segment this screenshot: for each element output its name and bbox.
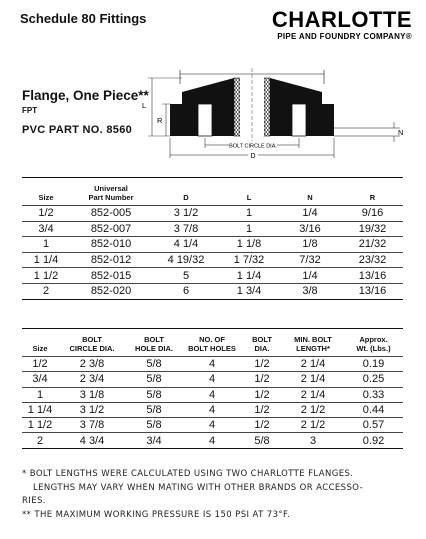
table-cell: 0.92 <box>362 434 385 447</box>
table-row <box>22 206 403 222</box>
table-row <box>22 237 403 253</box>
table-cell: 1 1/8 <box>236 238 262 251</box>
table-cell: 1/2 <box>254 373 270 386</box>
table-cell: 2 3/8 <box>79 358 105 371</box>
column-header <box>242 329 282 357</box>
table-cell: 1/2 <box>254 358 270 371</box>
column-header-line <box>342 184 403 193</box>
column-header <box>152 178 220 206</box>
bolt-table <box>22 328 403 449</box>
column-header-line: Part Number <box>88 193 134 202</box>
table-cell: 1 1/4 <box>33 254 59 267</box>
dim-r-label: R <box>157 116 163 125</box>
table-cell: 852-012 <box>90 254 132 267</box>
table-cell: 4 <box>208 388 216 401</box>
table-cell: 1/2 <box>38 207 54 220</box>
table-cell: 4 <box>208 419 216 432</box>
column-header-line: LENGTH* <box>296 344 330 353</box>
table-cell: 5/8 <box>146 388 162 401</box>
table-cell: 1 7/32 <box>233 254 265 267</box>
table-cell: 1/8 <box>302 238 318 251</box>
table-cell: 1 <box>42 238 50 251</box>
column-header-line: Size <box>32 344 48 353</box>
table-cell: 9/16 <box>361 207 384 220</box>
table-cell: 0.33 <box>362 388 385 401</box>
table-cell: 13/16 <box>358 269 387 282</box>
column-header-line: N <box>307 193 313 202</box>
column-header <box>182 329 242 357</box>
column-header-line: Wt. (Lbs.) <box>356 344 391 353</box>
table-cell: 1/2 <box>254 388 270 401</box>
section-title: Schedule 80 Fittings <box>20 11 147 26</box>
footnote-bolt-length-end: RIES. <box>22 496 46 506</box>
table-cell: 23/32 <box>358 254 387 267</box>
table-cell: 4 <box>208 358 216 371</box>
table-cell: 0.44 <box>362 404 385 417</box>
column-header-line: L <box>246 193 252 202</box>
column-header <box>22 178 70 206</box>
table-cell: 1 3/4 <box>236 285 262 298</box>
table-cell: 1 1/2 <box>33 269 59 282</box>
brand-logo <box>252 8 412 41</box>
header-row <box>22 329 403 357</box>
column-header-line <box>22 335 58 344</box>
table-cell: 5 <box>182 269 190 282</box>
column-header <box>70 178 152 206</box>
column-header <box>126 329 182 357</box>
table-cell: 4 19/32 <box>167 254 205 267</box>
table-cell: 1/2 <box>254 419 270 432</box>
brand-subtitle: PIPE AND FOUNDRY COMPANY® <box>277 32 412 41</box>
column-header-line: R <box>369 193 376 202</box>
table-cell: 2 1/2 <box>300 419 326 432</box>
column-header <box>344 329 403 357</box>
flange-drawing <box>138 66 410 160</box>
table-cell: 852-010 <box>90 238 132 251</box>
table-cell: 3/8 <box>302 285 318 298</box>
column-header-line: HOLE DIA. <box>135 344 173 353</box>
dimensions-table <box>22 177 403 300</box>
table-cell: 4 <box>208 404 216 417</box>
table-cell: 1 1/4 <box>236 269 262 282</box>
table-cell: 4 1/4 <box>173 238 199 251</box>
table-cell: 1/2 <box>254 404 270 417</box>
column-header-line: Size <box>38 193 54 202</box>
column-header-line: CIRCLE DIA. <box>69 344 115 353</box>
table-cell: 3 1/8 <box>79 388 105 401</box>
column-header-line <box>22 184 70 193</box>
column-header-line: DIA. <box>254 344 270 353</box>
table-cell: 1/2 <box>32 358 48 371</box>
table-cell: 1 <box>245 222 253 235</box>
table-cell: 1 <box>36 388 44 401</box>
column-header-line: BOLT <box>144 335 164 344</box>
footnote-bolt-length-cont: LENGTHS MAY VARY WHEN MATING WITH OTHER BRANDS OR ACCESSO- <box>33 482 364 493</box>
column-header <box>22 329 58 357</box>
table-cell: 1 1/2 <box>27 419 53 432</box>
table-cell: 2 1/4 <box>300 358 326 371</box>
column-header <box>220 178 278 206</box>
table-cell: 3 1/2 <box>79 404 105 417</box>
table-cell: 5/8 <box>146 358 162 371</box>
dim-n-label: N <box>398 128 404 137</box>
table-cell: 13/16 <box>358 285 387 298</box>
bolt-circle-label: BOLT CIRCLE DIA. <box>229 143 277 150</box>
table-cell: 5/8 <box>146 404 162 417</box>
table-cell: 3/16 <box>299 222 321 235</box>
table-cell: 1 1/4 <box>27 404 53 417</box>
table-row <box>22 357 403 372</box>
column-header-line: D <box>183 193 189 202</box>
footnote-bolt-length: * BOLT LENGTHS WERE CALCULATED USING TWO CHARLOTTE FLANGES. <box>22 469 354 479</box>
part-number: PVC PART NO. 8560 <box>22 124 133 136</box>
table-cell: 852-007 <box>90 222 132 235</box>
table-cell: 0.25 <box>362 373 385 386</box>
table-cell: 2 1/2 <box>300 404 326 417</box>
column-header <box>342 178 403 206</box>
table-cell: 3 7/8 <box>79 419 105 432</box>
table-cell: 2 1/4 <box>300 388 326 401</box>
product-title: Flange, One Piece** <box>22 88 149 103</box>
table-cell: 2 <box>36 434 44 447</box>
table-row <box>22 268 403 284</box>
table-row <box>22 372 403 387</box>
dim-d-label: D <box>250 153 256 160</box>
table-cell: 4 <box>208 434 216 447</box>
table-cell: 3 <box>309 434 317 447</box>
table-cell: 1/4 <box>302 269 318 282</box>
table-cell: 852-005 <box>90 207 132 220</box>
table-cell: 3 1/2 <box>173 207 199 220</box>
column-header-line <box>152 184 220 193</box>
dim-l-label: L <box>142 101 147 110</box>
table-cell: 852-015 <box>90 269 132 282</box>
column-header-line: BOLT <box>82 335 102 344</box>
column-header-line: NO. OF <box>199 335 225 344</box>
column-header-line <box>278 184 342 193</box>
table-cell: 2 1/4 <box>300 373 326 386</box>
column-header-line <box>220 184 278 193</box>
table-cell: 7/32 <box>299 254 321 267</box>
table-cell: 5/8 <box>254 434 270 447</box>
footnote-pressure: ** THE MAXIMUM WORKING PRESSURE IS 150 PSI AT 73°F. <box>22 509 291 520</box>
table-cell: 4 <box>208 373 216 386</box>
header-row <box>22 178 403 206</box>
table-row <box>22 283 403 299</box>
column-header <box>58 329 126 357</box>
column-header <box>278 178 342 206</box>
column-header-line: BOLT HOLES <box>188 344 236 353</box>
table-cell: 0.57 <box>362 419 385 432</box>
column-header-line: Universal <box>94 184 128 193</box>
table-cell: 6 <box>182 285 190 298</box>
table-cell: 2 3/4 <box>79 373 105 386</box>
table-cell: 5/8 <box>146 373 162 386</box>
table-cell: 1/4 <box>302 207 318 220</box>
column-header-line: BOLT <box>252 335 272 344</box>
table-cell: 1 <box>245 207 253 220</box>
table-row <box>22 433 403 448</box>
table-cell: 0.19 <box>362 358 385 371</box>
column-header-line: MIN. BOLT <box>294 335 332 344</box>
table-cell: 3/4 <box>146 434 162 447</box>
table-cell: 2 <box>42 285 50 298</box>
table-cell: 852-020 <box>90 285 132 298</box>
brand-name: CHARLOTTE <box>271 7 412 32</box>
table-cell: 5/8 <box>146 419 162 432</box>
table-cell: 19/32 <box>358 222 387 235</box>
table-cell: 21/32 <box>358 238 387 251</box>
table-row <box>22 418 403 433</box>
table-row <box>22 252 403 268</box>
column-header-line: Approx. <box>359 335 388 344</box>
table-cell: 3/4 <box>38 222 54 235</box>
table-cell: 4 3/4 <box>79 434 105 447</box>
table-cell: 3/4 <box>32 373 48 386</box>
column-header <box>282 329 344 357</box>
table-row <box>22 221 403 237</box>
table-row <box>22 387 403 402</box>
table-cell: 3 7/8 <box>173 222 199 235</box>
product-type: FPT <box>22 106 38 115</box>
table-row <box>22 402 403 417</box>
footnotes <box>22 468 412 522</box>
